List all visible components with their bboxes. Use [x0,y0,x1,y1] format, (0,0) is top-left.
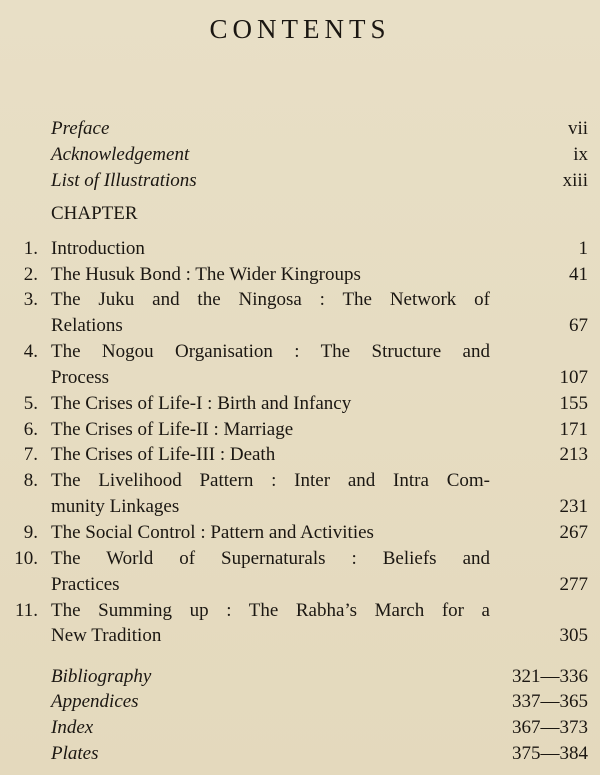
chapter-number: 6. [23,419,38,440]
chapter-number: 5. [23,393,38,414]
chapter-title: Introduction [51,238,145,259]
toc-chapter-2 [0,264,600,290]
toc-entry-plates [0,743,600,769]
toc-chapter-10-line-2 [0,574,600,600]
entry-page: xiii [562,170,588,191]
chapter-heading: CHAPTER [51,203,138,224]
chapter-title: The Nogou Organisation : The Structure and [51,341,490,362]
entry-page: 231 [559,496,588,517]
entry-page: 213 [559,444,588,465]
chapter-number: 4. [23,341,38,362]
entry-page: 277 [559,574,588,595]
toc-chapter-5 [0,393,600,419]
chapter-title: The Social Control : Pattern and Activities [51,522,374,543]
chapter-number: 1. [23,238,38,259]
entry-title: Preface [51,118,110,139]
toc-chapter-9 [0,522,600,548]
chapter-title-continuation: Practices [51,574,120,595]
page-title: CONTENTS [209,14,391,44]
chapter-title-continuation: Relations [51,315,123,336]
chapter-title: The Crises of Life-I : Birth and Infancy [51,393,352,414]
chapter-title-continuation: munity Linkages [51,496,180,517]
entry-page: 171 [559,419,588,440]
chapter-number: 7. [23,444,38,465]
entry-page: 305 [559,625,588,646]
chapter-title-continuation: Process [51,367,110,388]
chapter-number: 2. [23,264,38,285]
entry-page: 337—365 [512,691,588,712]
chapter-title-continuation: New Tradition [51,625,162,646]
toc-chapter-1 [0,238,600,264]
entry-title: Appendices [51,691,139,712]
entry-title: Plates [51,743,99,764]
chapter-number: 9. [23,522,38,543]
chapter-number: 3. [23,289,38,310]
entry-page: 41 [569,264,588,285]
entry-page: 367—373 [512,717,588,738]
chapter-number: 10. [14,548,38,569]
chapter-number: 11. [14,600,38,621]
entry-page: 107 [559,367,588,388]
toc-chapter-3-line-1 [0,289,600,315]
chapter-title: The Crises of Life-III : Death [51,444,276,465]
chapter-title: The Crises of Life-II : Marriage [51,419,294,440]
toc-entry-acknowledgement [0,144,600,170]
toc-chapter-6 [0,419,600,445]
chapter-title: The Summing up : The Rabha’s March for a [51,600,490,621]
entry-page: 321—336 [512,666,588,687]
chapter-title: The Livelihood Pattern : Inter and Intra Com- [51,470,490,491]
toc-entry-index [0,717,600,743]
entry-page: vii [567,118,588,139]
entry-page: 267 [559,522,588,543]
toc-chapter-10-line-1 [0,548,600,574]
entry-page: 155 [559,393,588,414]
entry-page: 67 [569,315,588,336]
toc-chapter-11-line-1 [0,600,600,626]
entry-title: List of Illustrations [51,170,197,191]
entry-title: Bibliography [51,666,152,687]
entry-title: Index [51,717,94,738]
toc-entry-appendices [0,691,600,717]
toc-chapter-7 [0,444,600,470]
toc-entry-bibliography [0,666,600,692]
toc-chapter-8-line-2 [0,496,600,522]
chapter-title: The Husuk Bond : The Wider Kingroups [51,264,361,285]
toc-chapter-3-line-2 [0,315,600,341]
toc-entry-list-of-illustrations [0,170,600,196]
entry-title: Acknowledgement [51,144,190,165]
toc-chapter-4-line-1 [0,341,600,367]
toc-chapter-4-line-2 [0,367,600,393]
entry-page: 375—384 [512,743,588,764]
entry-page: ix [573,144,588,165]
chapter-number: 8. [23,470,38,491]
chapter-title: The World of Supernaturals : Beliefs and [51,548,490,569]
entry-page: 1 [578,238,588,259]
toc-chapter-8-line-1 [0,470,600,496]
toc-chapter-11-line-2 [0,625,600,651]
chapter-title: The Juku and the Ningosa : The Network of [51,289,490,310]
toc-entry-preface [0,118,600,144]
